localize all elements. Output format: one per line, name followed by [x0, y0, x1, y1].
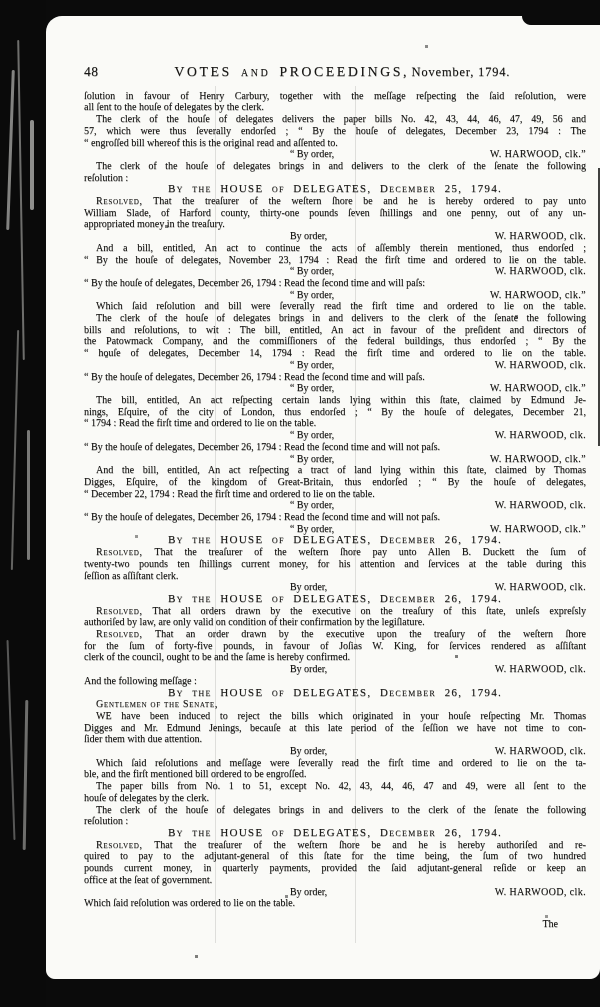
- text-line: Resolved, That the treaſurer of the weſtern ſhore be and he is hereby ordered to pay unto: [96, 196, 586, 208]
- by-order-line: [84, 887, 586, 899]
- text-line: And a bill, entitled, An act to continue the acts of aſſembly therein mentioned, thus endorſed ;: [96, 242, 586, 254]
- text-line: the Patowmack Company, and the commiſſioners of the federal buildings, thus endorſed ; “ By the: [84, 336, 586, 348]
- text-line: quired to pay to the adjutant-general of this ſtate for the time being, the ſum of two hundred: [84, 851, 586, 863]
- small-caps-word: Resolved,: [96, 605, 143, 617]
- text-line: Resolved, That the treaſurer of the weſtern ſhore be and he is hereby authoriſed and re-: [96, 839, 586, 851]
- text-line: The bill, entitled, An act reſpecting certain lands lying within this ſtate, claimed by Edmund Je-: [96, 394, 586, 406]
- scan-corner-shadow: [522, 16, 600, 25]
- by-order-line: [84, 266, 586, 278]
- text-line: reſolution :: [84, 816, 129, 828]
- by-order-label: By order,: [289, 746, 328, 758]
- dateline-heading: By the HOUSE of DELEGATES, December 26, 1794.: [167, 592, 503, 605]
- text-line: ſider them with due attention.: [84, 734, 203, 746]
- text-line: The clerk of the houſe of delegates delivers the paper bills No. 42, 43, 44, 46, 47, 49, 56 and: [96, 114, 586, 126]
- by-order-label: By order,: [289, 664, 328, 676]
- text-line: authoriſed by law, are only valid on condition of their confirmation by the legiſlature.: [84, 617, 425, 629]
- dateline-heading: By the HOUSE of DELEGATES, December 26, 1794.: [167, 534, 503, 547]
- text-line: Digges, Eſquire, of the kingdom of Great-Britain, thus endorſed ; “ By the houſe of delegates,: [84, 476, 586, 488]
- scan-noise: [46, 16, 47, 17]
- by-order-label: By order,: [289, 886, 328, 898]
- gutter-streak: [23, 700, 29, 850]
- by-order-label: “ By order,: [289, 289, 335, 301]
- text-line: And the following meſſage :: [84, 675, 197, 687]
- by-order-label: “ By order,: [289, 523, 335, 535]
- by-order-line: [84, 383, 586, 395]
- by-order-label: “ By order,: [289, 359, 335, 371]
- page-number: 48: [84, 64, 99, 79]
- gutter-streak: [11, 330, 19, 570]
- dateline-heading: By the HOUSE of DELEGATES, December 26, 1794.: [167, 686, 503, 699]
- by-order-line: [84, 500, 586, 512]
- by-order-line: [84, 454, 586, 466]
- text-line: all ſent to the houſe of delegates by the clerk.: [84, 102, 264, 114]
- text-line: Which ſaid reſolution was ordered to lie on the table.: [84, 898, 296, 910]
- gutter-streak: [30, 120, 34, 210]
- catchword: The: [542, 918, 558, 930]
- text-line: office at the ſeat of government.: [84, 874, 213, 886]
- book-gutter: [0, 0, 46, 1007]
- clerk-signature: W. HARWOOD, clk.”: [489, 149, 586, 161]
- text-line: appropriated money in the treaſury.: [84, 219, 225, 231]
- text-line: bills and reſolutions, to wit : The bill, entitled, An act in favour of the preſident and directors of: [84, 324, 586, 336]
- text-line: Resolved, That the treaſurer of the weſtern ſhore pay unto Allen B. Duckett the ſum of: [96, 547, 586, 559]
- text-line: “ By the houſe of delegates, December 26, 1794 : Read the ſecond time and will paſs.: [84, 371, 425, 383]
- by-order-line: [84, 290, 586, 302]
- by-order-label: By order,: [289, 582, 328, 594]
- page-text-block: [84, 66, 586, 931]
- text-line: pounds current money, in quarterly payments, provided the ſaid adjutant-general reſide or keep an: [84, 863, 586, 875]
- text-line: William Slade, of Harford county, thirty-one pounds ſeven ſhillings and one penny, out of any un-: [84, 207, 586, 219]
- by-order-label: “ By order,: [289, 500, 335, 512]
- running-title-date: November, 1794.: [411, 65, 511, 79]
- dateline-heading: By the HOUSE of DELEGATES, December 25, 1794.: [167, 183, 503, 196]
- by-order-line: [84, 360, 586, 372]
- salutation-line: Gentlemen of the Senate,: [96, 699, 219, 711]
- text-line: “ engroſſed bill whereof this is the original read and aſſented to.: [84, 137, 338, 149]
- text-line: for the ſum of forty-five pounds, in favour of Joſias W. King, for ſervices rendered as aſſiſtant: [84, 640, 586, 652]
- text-line: “ houſe of delegates, December 14, 1794 : Read the firſt time and ordered to lie on the table.: [84, 348, 586, 360]
- gutter-streak: [6, 70, 15, 230]
- by-order-line: [84, 430, 586, 442]
- text-line: “ December 22, 1794 : Read the firſt time and ordered to lie on the table.: [84, 488, 375, 500]
- gutter-streak: [27, 430, 30, 560]
- text-line: Which ſaid reſolutions and meſſage were ſeverally read the firſt time and ordered to lie on the ta-: [96, 757, 586, 769]
- text-line: “ By the houſe of delegates, November 23, 1794 : Read the firſt time and ordered to lie on the table.: [84, 254, 586, 266]
- by-order-label: “ By order,: [289, 266, 335, 278]
- by-order-line: [84, 746, 586, 758]
- by-order-label: “ By order,: [289, 383, 335, 395]
- by-order-label: By order,: [289, 231, 328, 243]
- text-line: The clerk of the houſe of delegates brings in and delivers to the clerk of the ſenate the following: [96, 160, 586, 172]
- by-order-label: “ By order,: [289, 430, 335, 442]
- small-caps-word: Resolved,: [96, 839, 143, 851]
- text-line: The clerk of the houſe of delegates brings in and delivers to the clerk of the ſenate the following: [96, 313, 586, 325]
- running-title-caps: VOTES and PROCEEDINGS,: [174, 64, 410, 79]
- text-line: Resolved, That all orders drawn by the executive on the treaſury of this ſtate, unleſs expreſsly: [96, 605, 586, 617]
- book-page: [46, 16, 600, 979]
- by-order-line: [84, 664, 586, 676]
- clerk-signature: W. HARWOOD, clk.”: [489, 453, 586, 465]
- small-caps-word: Resolved,: [96, 196, 143, 208]
- text-line: WE have been induced to reject the bills which originated in your houſe reſpecting Mr. Thomas: [96, 710, 586, 722]
- text-line: nings, Eſquire, of the city of London, thus endorſed ; “ By the houſe of delegates, December 21,: [84, 406, 586, 418]
- gutter-streak: [7, 640, 16, 840]
- clerk-signature: W. HARWOOD, clk.”: [489, 383, 586, 395]
- clerk-signature: W. HARWOOD, clk.: [494, 500, 586, 512]
- clerk-signature: W. HARWOOD, clk.: [494, 886, 586, 898]
- text-line: reſolution :: [84, 172, 129, 184]
- by-order-label: “ By order,: [289, 453, 335, 465]
- small-caps-word: Resolved,: [96, 547, 143, 559]
- text-line: The paper bills from No. 1 to 51, except No. 42, 43, 44, 46, 47 and 49, were all ſent to the: [96, 781, 586, 793]
- clerk-signature: W. HARWOOD, clk.: [494, 359, 586, 371]
- text-line: And the bill, entitled, An act reſpecting a tract of land lying within this ſtate, claimed by Thomas: [96, 465, 586, 477]
- clerk-signature: W. HARWOOD, clk.: [494, 266, 586, 278]
- dateline-heading: By the HOUSE of DELEGATES, December 26, 1794.: [167, 827, 503, 839]
- text-line: 57, which were thus ſeverally endorſed ; “ By the houſe of delegates, December 23, 1794 : The: [84, 125, 586, 137]
- clerk-signature: W. HARWOOD, clk.”: [489, 523, 586, 535]
- text-line: The clerk of the houſe of delegates brings in and delivers to the clerk of the ſenate the following: [96, 804, 586, 816]
- gutter-streak: [17, 40, 25, 360]
- clerk-signature: W. HARWOOD, clk.: [494, 231, 586, 243]
- text-line: Resolved, That an order drawn by the executive upon the treaſury of the weſtern ſhore: [96, 629, 586, 641]
- clerk-signature: W. HARWOOD, clk.: [494, 582, 586, 594]
- clerk-signature: W. HARWOOD, clk.: [494, 664, 586, 676]
- text-line: “ 1794 : Read the firſt time and ordered to lie on the table.: [84, 418, 317, 430]
- by-order-line: [84, 231, 586, 243]
- text-line: houſe of delegates by the clerk.: [84, 792, 209, 804]
- text-line: Digges and Mr. Edmund Jenings, becauſe at this late period of the ſeſſion we have not time to con-: [84, 722, 586, 734]
- clerk-signature: W. HARWOOD, clk.”: [489, 289, 586, 301]
- text-line: “ By the houſe of delegates, December 26, 1794 : Read the ſecond time and will not paſs.: [84, 512, 441, 524]
- text-line: ſolution in favour of Henry Carbury, together with the meſſage reſpecting the ſaid reſolution, were: [84, 90, 586, 102]
- body-lines: [84, 91, 586, 910]
- clerk-signature: W. HARWOOD, clk.: [494, 430, 586, 442]
- text-line: ſeſſion as aſſiſtant clerk.: [84, 570, 179, 582]
- by-order-line: [84, 149, 586, 161]
- clerk-signature: W. HARWOOD, clk.: [494, 746, 586, 758]
- text-line: twenty-two pounds ten ſhillings current money, for his attention and ſervices at the table during this: [84, 558, 586, 570]
- page-header: [84, 66, 586, 80]
- text-line: “ By the houſe of delegates, December 26, 1794 : Read the ſecond time and will not paſs.: [84, 441, 441, 453]
- small-caps-word: Resolved,: [96, 629, 143, 641]
- text-line: “ By the houſe of delegates, December 26, 1794 : Read the ſecond time and will paſs:: [84, 277, 426, 289]
- running-title: [99, 66, 587, 80]
- text-line: clerk of the council, ought to be and the ſame is hereby confirmed.: [84, 652, 351, 664]
- by-order-label: “ By order,: [289, 149, 335, 161]
- text-line: Which ſaid reſolution and bill were ſeverally read the firſt time and ordered to lie on the table.: [96, 301, 586, 313]
- text-line: ble, and the firſt mentioned bill ordered to be engroſſed.: [84, 769, 307, 781]
